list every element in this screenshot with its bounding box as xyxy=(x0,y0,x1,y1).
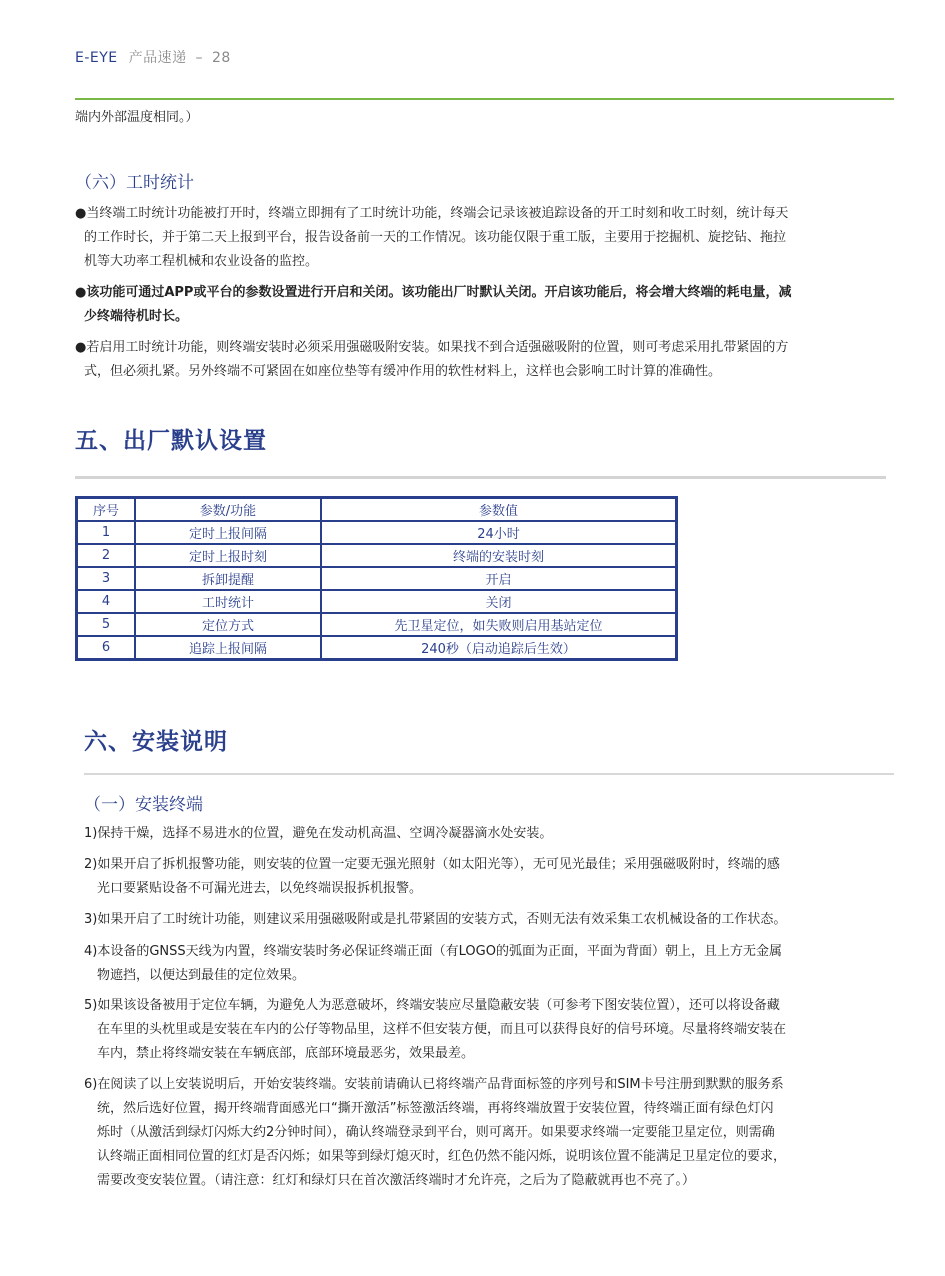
item-text: 5)如果该设备被用于定位车辆，为避免人为恶意破坏，终端安装应尽量隐蔽安装（可参考下图安装位置），还可以将设备藏 xyxy=(84,998,780,1013)
table-cell: 6 xyxy=(77,636,136,660)
bullet-1 xyxy=(75,202,905,274)
item-text: 在车里的头枕里或是安装在车内的公仔等物品里，这样不但安装方便，而且可以获得良好的信号环境。尽量将终端安装在 xyxy=(97,1022,787,1037)
table-cell: 3 xyxy=(77,567,136,590)
item-text: 烁时（从激活到绿灯闪烁大约2分钟时间），确认终端登录到平台，则可离开。如果要求终端一定要能卫星定位，则需确 xyxy=(97,1125,775,1140)
table-cell: 终端的安装时刻 xyxy=(321,544,677,567)
item-text: 认终端正面相同位置的红灯是否闪烁；如果等到绿灯熄灭时，红色仍然不能闪烁，说明该位置不能满足卫星定位的要求， xyxy=(97,1149,787,1164)
item-text: 统，然后选好位置，揭开终端背面感光口“撕开激活”标签激活终端，再将终端放置于安装位置，待终端正面有绿色灯闪 xyxy=(97,1101,774,1116)
table-row xyxy=(77,521,677,544)
page-number: 28 xyxy=(212,50,231,66)
table-header-cell: 参数/功能 xyxy=(135,498,321,522)
bullet-text: 式，但必须扎紧。另外终端不可紧固在如座位垫等有缓冲作用的软性材料上，这样也会影响工时计算的准确性。 xyxy=(84,364,722,379)
table-cell: 定位方式 xyxy=(135,613,321,636)
header-section: 产品速递 xyxy=(128,50,187,66)
table-cell: 1 xyxy=(77,521,136,544)
table-cell: 24小时 xyxy=(321,521,677,544)
bullet-text: 当终端工时统计功能被打开时，终端立即拥有了工时统计功能，终端会记录该被追踪设备的开工时刻和收工时刻，统计每天 xyxy=(86,206,789,221)
subsection-title-install-terminal: （一）安装终端 xyxy=(84,795,203,815)
table-header-cell: 序号 xyxy=(77,498,136,522)
table-cell: 开启 xyxy=(321,567,677,590)
table-row xyxy=(77,544,677,567)
subsection-title-work-hours: （六）工时统计 xyxy=(75,173,194,193)
section-rule xyxy=(84,773,894,775)
table-header-cell: 参数值 xyxy=(321,498,677,522)
table-row xyxy=(77,613,677,636)
table-cell: 工时统计 xyxy=(135,590,321,613)
bullet-text: 该功能可通过APP或平台的参数设置进行开启和关闭。该功能出厂时默认关闭。开启该功能后，将会增大终端的耗电量，减 xyxy=(86,285,792,300)
bullet-mark: ● xyxy=(75,340,87,355)
table-cell: 拆卸提醒 xyxy=(135,567,321,590)
install-item-6 xyxy=(84,1073,914,1193)
table-cell: 240秒（启动追踪后生效） xyxy=(321,636,677,660)
table-row xyxy=(77,567,677,590)
top-fragment: 端内外部温度相同。） xyxy=(75,110,199,125)
bullet-mark: ● xyxy=(75,285,87,300)
bullet-text: 机等大功率工程机械和农业设备的监控。 xyxy=(84,254,319,269)
item-text: 需要改变安装位置。（请注意：红灯和绿灯只在首次激活终端时才允许亮，之后为了隐蔽就再也不亮了。） xyxy=(97,1173,696,1188)
table-cell: 5 xyxy=(77,613,136,636)
item-text: 物遮挡，以便达到最佳的定位效果。 xyxy=(97,968,306,983)
item-text: 2)如果开启了拆机报警功能，则安装的位置一定要无强光照射（如太阳光等），无可见光最佳；采用强磁吸附时，终端的感 xyxy=(84,857,780,872)
install-item-5 xyxy=(84,994,914,1066)
install-item-4 xyxy=(84,940,914,988)
header-rule xyxy=(75,98,894,100)
table-cell: 4 xyxy=(77,590,136,613)
item-text: 车内，禁止将终端安装在车辆底部，底部环境最恶劣，效果最差。 xyxy=(97,1046,475,1061)
bullet-text: 的工作时长，并于第二天上报到平台，报告设备前一天的工作情况。该功能仅限于重工版，主要用于挖掘机、旋挖钻、拖拉 xyxy=(84,230,787,245)
table-cell: 定时上报间隔 xyxy=(135,521,321,544)
item-text: 3)如果开启了工时统计功能，则建议采用强磁吸附或是扎带紧固的安装方式，否则无法有效采集工农机械设备的工作状态。 xyxy=(84,912,787,927)
section-title-installation: 六、安装说明 xyxy=(84,729,228,755)
bullet-text: 若启用工时统计功能，则终端安装时必须采用强磁吸附安装。如果找不到合适强磁吸附的位置，则可考虑采用扎带紧固的方 xyxy=(86,340,789,355)
table-cell: 关闭 xyxy=(321,590,677,613)
page-header xyxy=(75,47,231,67)
bullet-3 xyxy=(75,336,905,384)
bullet-mark: ● xyxy=(75,206,87,221)
header-sep: – xyxy=(195,50,204,66)
section-rule xyxy=(75,476,886,479)
table-header-row xyxy=(77,498,677,522)
table-cell: 定时上报时刻 xyxy=(135,544,321,567)
bullet-text: 少终端待机时长。 xyxy=(84,309,189,324)
brand-name: E-EYE xyxy=(75,50,118,66)
bullet-2 xyxy=(75,281,905,329)
defaults-table xyxy=(75,496,678,661)
install-item-2 xyxy=(84,853,914,901)
table-row xyxy=(77,636,677,660)
section-title-factory-defaults: 五、出厂默认设置 xyxy=(75,428,267,454)
item-text: 光口要紧贴设备不可漏光进去，以免终端误报拆机报警。 xyxy=(97,881,423,896)
table-cell: 追踪上报间隔 xyxy=(135,636,321,660)
item-text: 1)保持干燥，选择不易进水的位置，避免在发动机高温、空调冷凝器滴水处安装。 xyxy=(84,826,553,841)
install-item-1 xyxy=(84,822,914,846)
item-text: 4)本设备的GNSS天线为内置，终端安装时务必保证终端正面（有LOGO的弧面为正面，平面为背面）朝上，且上方无金属 xyxy=(84,944,782,959)
table-cell: 2 xyxy=(77,544,136,567)
table-cell: 先卫星定位，如失败则启用基站定位 xyxy=(321,613,677,636)
install-item-3 xyxy=(84,908,914,932)
item-text: 6)在阅读了以上安装说明后，开始安装终端。安装前请确认已将终端产品背面标签的序列号和SIM卡号注册到默默的服务系 xyxy=(84,1077,784,1092)
table-row xyxy=(77,590,677,613)
